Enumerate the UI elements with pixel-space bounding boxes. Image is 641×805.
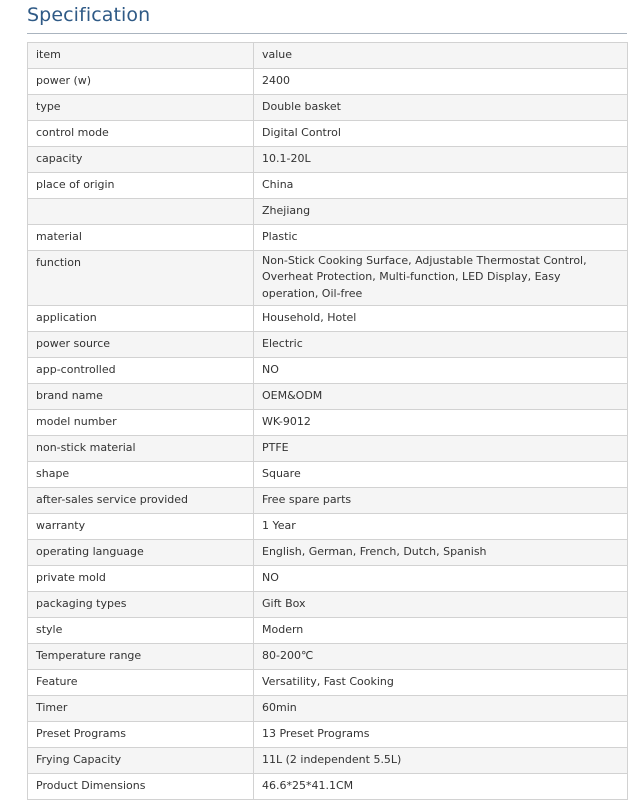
table-row <box>28 332 628 358</box>
spec-value-cell: 2400 <box>254 69 628 95</box>
table-row <box>28 488 628 514</box>
table-row <box>28 592 628 618</box>
spec-item-cell: Timer <box>28 696 254 722</box>
table-row <box>28 384 628 410</box>
spec-value-cell: PTFE <box>254 436 628 462</box>
spec-value-cell: 11L (2 independent 5.5L) <box>254 748 628 774</box>
table-row <box>28 225 628 251</box>
spec-item-cell: Feature <box>28 670 254 696</box>
page-title: Specification <box>27 4 151 26</box>
spec-item-cell: model number <box>28 410 254 436</box>
spec-item-cell: capacity <box>28 147 254 173</box>
spec-value-cell: Square <box>254 462 628 488</box>
table-row <box>28 358 628 384</box>
spec-item-cell: operating language <box>28 540 254 566</box>
spec-item-cell: private mold <box>28 566 254 592</box>
table-row <box>28 514 628 540</box>
table-row <box>28 670 628 696</box>
spec-item-cell: Temperature range <box>28 644 254 670</box>
spec-item-cell: control mode <box>28 121 254 147</box>
table-row <box>28 121 628 147</box>
table-row <box>28 462 628 488</box>
header-value: value <box>254 43 628 69</box>
table-header-row <box>28 43 628 69</box>
specification-table-body <box>28 43 628 800</box>
table-row <box>28 618 628 644</box>
spec-item-cell: material <box>28 225 254 251</box>
table-row <box>28 147 628 173</box>
table-row <box>28 410 628 436</box>
spec-item-cell: packaging types <box>28 592 254 618</box>
table-row <box>28 774 628 800</box>
spec-value-cell: 1 Year <box>254 514 628 540</box>
spec-item-cell: app-controlled <box>28 358 254 384</box>
spec-value-cell: Gift Box <box>254 592 628 618</box>
spec-item-cell: power (w) <box>28 69 254 95</box>
spec-value-cell: Household, Hotel <box>254 306 628 332</box>
spec-value-cell: NO <box>254 566 628 592</box>
spec-value-cell: 60min <box>254 696 628 722</box>
spec-item-cell: non-stick material <box>28 436 254 462</box>
spec-item-cell: style <box>28 618 254 644</box>
spec-item-cell: power source <box>28 332 254 358</box>
spec-item-cell: Preset Programs <box>28 722 254 748</box>
spec-item-cell: Product Dimensions <box>28 774 254 800</box>
table-row <box>28 95 628 121</box>
table-row <box>28 173 628 199</box>
spec-value-cell: 80-200℃ <box>254 644 628 670</box>
table-row <box>28 748 628 774</box>
spec-item-cell: warranty <box>28 514 254 540</box>
spec-item-cell: brand name <box>28 384 254 410</box>
table-row <box>28 251 628 306</box>
spec-item-cell: function <box>28 251 254 306</box>
spec-value-cell: Electric <box>254 332 628 358</box>
spec-value-cell: Versatility, Fast Cooking <box>254 670 628 696</box>
spec-value-cell: Zhejiang <box>254 199 628 225</box>
spec-item-cell: Frying Capacity <box>28 748 254 774</box>
spec-value-cell: OEM&ODM <box>254 384 628 410</box>
title-divider <box>27 33 627 34</box>
spec-value-cell: 10.1-20L <box>254 147 628 173</box>
header-item: item <box>28 43 254 69</box>
specification-table <box>27 42 628 800</box>
spec-value-cell: Free spare parts <box>254 488 628 514</box>
table-row <box>28 540 628 566</box>
spec-value-cell: Modern <box>254 618 628 644</box>
table-row <box>28 696 628 722</box>
spec-value-cell: Digital Control <box>254 121 628 147</box>
spec-value-cell: NO <box>254 358 628 384</box>
table-row <box>28 566 628 592</box>
spec-item-cell: place of origin <box>28 173 254 199</box>
spec-item-cell: application <box>28 306 254 332</box>
table-row <box>28 722 628 748</box>
spec-item-cell: type <box>28 95 254 121</box>
spec-item-cell: after-sales service provided <box>28 488 254 514</box>
spec-value-cell: English, German, French, Dutch, Spanish <box>254 540 628 566</box>
spec-item-cell: shape <box>28 462 254 488</box>
table-row <box>28 199 628 225</box>
spec-value-cell: WK-9012 <box>254 410 628 436</box>
table-row <box>28 69 628 95</box>
spec-value-cell: 13 Preset Programs <box>254 722 628 748</box>
table-row <box>28 306 628 332</box>
table-row <box>28 436 628 462</box>
spec-value-cell: Non-Stick Cooking Surface, Adjustable Thermostat Control, Overheat Protection, Multi-function, LED Display, Easy operation, Oil-free <box>254 251 628 306</box>
spec-value-cell: Plastic <box>254 225 628 251</box>
spec-value-cell: China <box>254 173 628 199</box>
spec-item-cell <box>28 199 254 225</box>
spec-value-cell: Double basket <box>254 95 628 121</box>
table-row <box>28 644 628 670</box>
spec-value-cell: 46.6*25*41.1CM <box>254 774 628 800</box>
